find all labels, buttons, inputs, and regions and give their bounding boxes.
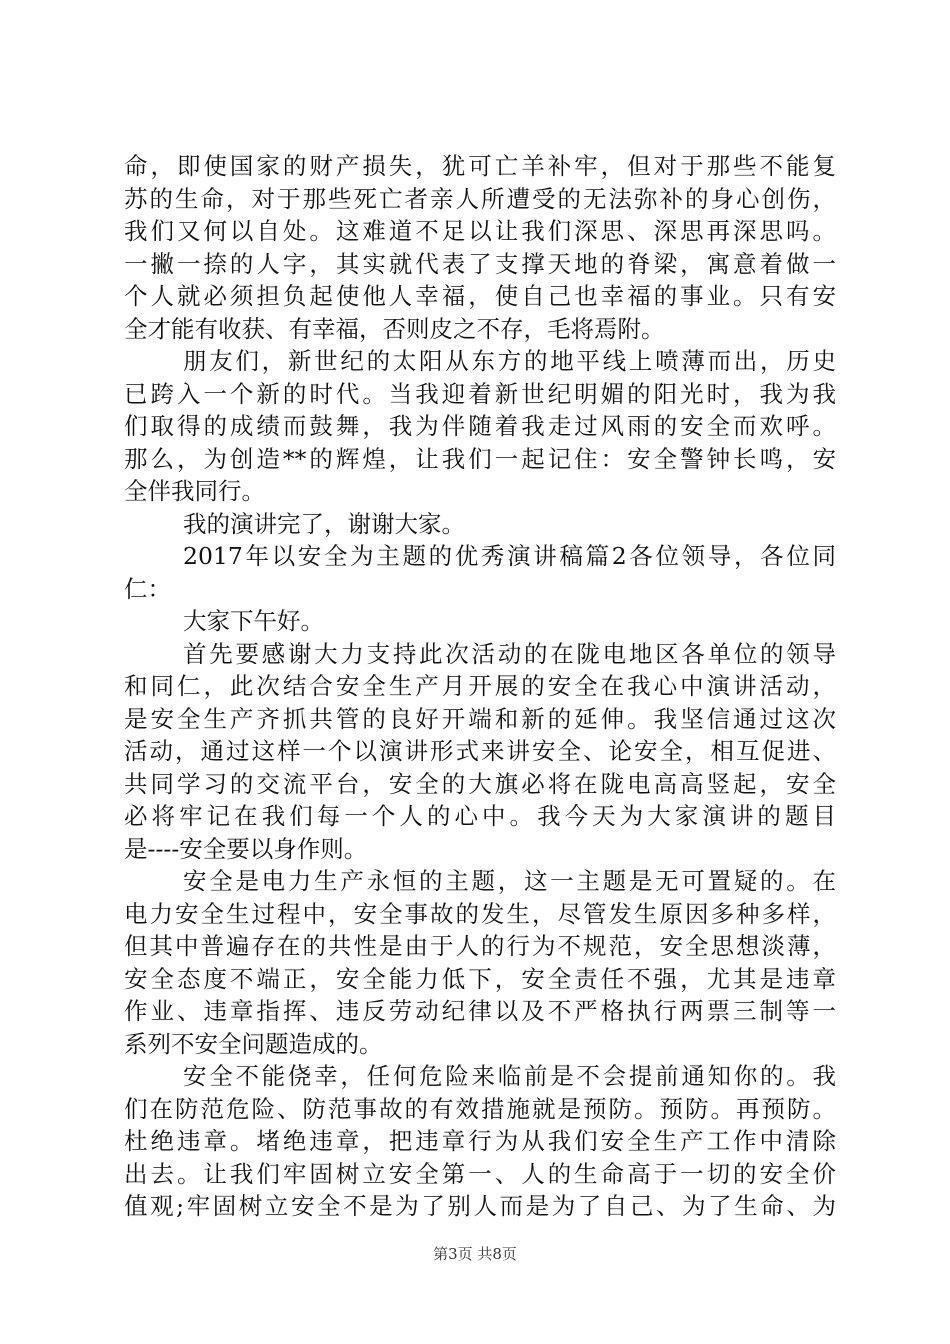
text-line: 和同仁，此次结合安全生产月开展的安全在我心中演讲活动， <box>124 672 836 700</box>
text-line: 杜绝违章。堵绝违章，把违章行为从我们安全生产工作中清除 <box>124 1127 836 1155</box>
text-line: 那么，为创造**的辉煌，让我们一起记住：安全警钟长鸣，安 <box>124 444 836 473</box>
text-line: 个人就必须担负起使他人幸福，使自己也幸福的事业。只有安 <box>124 282 836 310</box>
text-line: 是安全生产齐抓共管的良好开端和新的延伸。我坚信通过这次 <box>124 704 836 733</box>
text-line: 安全是电力生产永恒的主题，这一主题是无可置疑的。在 <box>183 867 836 895</box>
text-line: 是----安全要以身作则。 <box>124 834 368 863</box>
text-line: 值观;牢固树立安全不是为了别人而是为了自己、为了生命、为 <box>124 1192 836 1220</box>
text-line: 我的演讲完了，谢谢大家。 <box>183 509 465 538</box>
paragraph <box>124 605 836 638</box>
text-line: 已跨入一个新的时代。当我迎着新世纪明媚的阳光时，我为我 <box>124 379 836 408</box>
text-line: 朋友们，新世纪的太阳从东方的地平线上喷薄而出，历史 <box>183 347 836 375</box>
text-line: 系列不安全问题造成的。 <box>124 1029 383 1058</box>
text-line: 2017年以安全为主题的优秀演讲稿篇2各位领导，各位同 <box>183 542 836 570</box>
paragraph <box>124 345 836 508</box>
text-line: 共同学习的交流平台，安全的大旗必将在陇电高高竖起，安全 <box>124 769 836 798</box>
paragraph <box>124 150 836 345</box>
text-line: 首先要感谢大力支持此次活动的在陇电地区各单位的领导 <box>183 639 836 668</box>
text-line: 命，即使国家的财产损失，犹可亡羊补牢，但对于那些不能复 <box>124 152 836 180</box>
paragraph <box>124 508 836 541</box>
text-line: 必将牢记在我们每一个人的心中。我今天为大家演讲的题目 <box>124 802 836 830</box>
text-line: 苏的生命，对于那些死亡者亲人所遭受的无法弥补的身心创伤， <box>124 184 836 213</box>
text-line: 们在防范危险、防范事故的有效措施就是预防。预防。再预防。 <box>124 1094 836 1123</box>
paragraph <box>124 638 836 866</box>
paragraph <box>124 540 836 605</box>
text-line: 全才能有收获、有幸福，否则皮之不存，毛将焉附。 <box>124 314 665 343</box>
text-line: 全伴我同行。 <box>124 477 265 505</box>
body-text <box>124 150 836 1223</box>
text-line: 安全不能侥幸，任何危险来临前是不会提前通知你的。我 <box>183 1062 836 1090</box>
text-line: 们取得的成绩而鼓舞，我为伴随着我走过风雨的安全而欢呼。 <box>124 412 836 440</box>
text-line: 活动，通过这样一个以演讲形式来讲安全、论安全，相互促进、 <box>124 737 836 765</box>
text-line: 但其中普遍存在的共性是由于人的行为不规范，安全思想淡薄， <box>124 932 836 960</box>
text-line: 电力安全生过程中，安全事故的发生，尽管发生原因多种多样， <box>124 899 836 928</box>
paragraph <box>124 865 836 1060</box>
text-line: 一撇一捺的人字，其实就代表了支撑天地的脊梁，寓意着做一 <box>124 249 836 278</box>
text-line: 出去。让我们牢固树立安全第一、人的生命高于一切的安全价 <box>124 1159 836 1188</box>
text-line: 仁： <box>124 574 171 603</box>
text-line: 我们又何以自处。这难道不足以让我们深思、深思再深思吗。 <box>124 217 836 245</box>
text-line: 作业、违章指挥、违反劳动纪律以及不严格执行两票三制等一 <box>124 997 836 1025</box>
paragraph <box>124 1060 836 1223</box>
page-number-footer: 第3页 共8页 <box>433 1245 517 1263</box>
text-line: 安全态度不端正，安全能力低下，安全责任不强，尤其是违章 <box>124 964 836 993</box>
text-line: 大家下午好。 <box>183 607 324 635</box>
